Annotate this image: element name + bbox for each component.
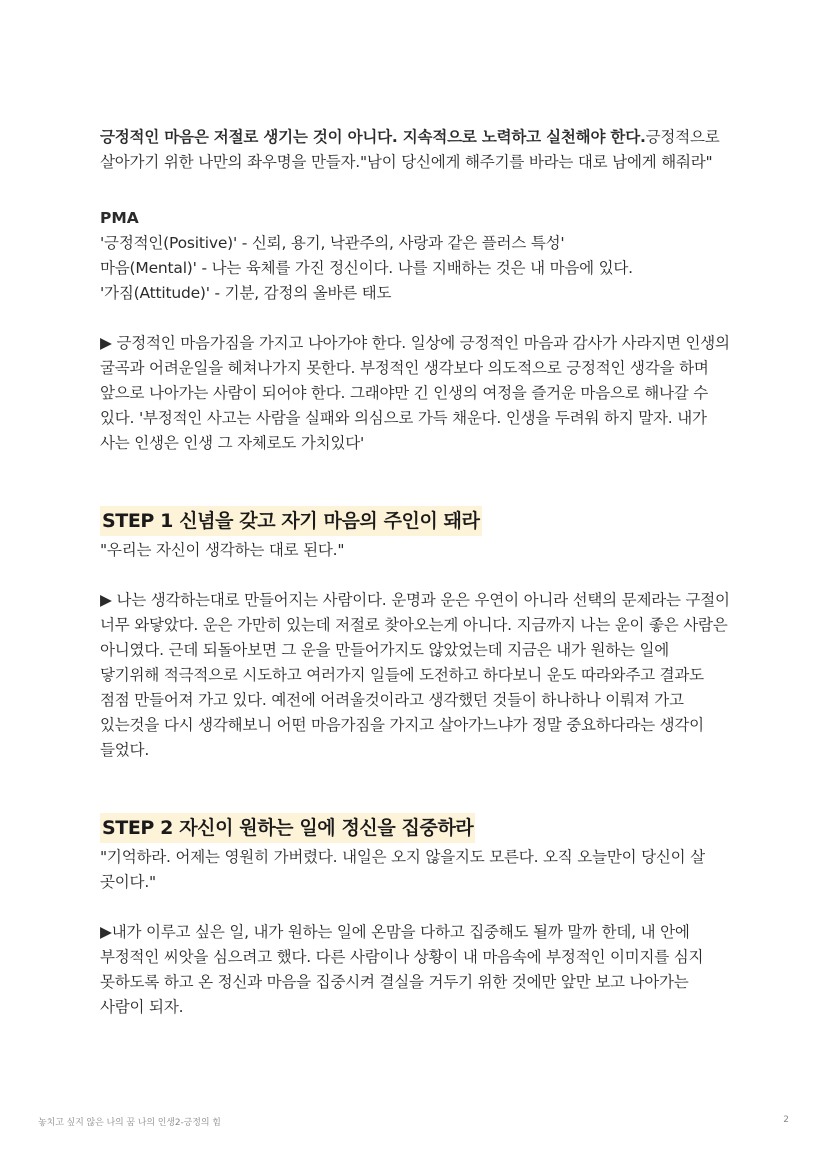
intro-rest-text: 긍정적으로 살아가기 위한 나만의 좌우명을 만들자."남이 당신에게 해주기를 바라는 대로 남에게 해줘라" [100, 128, 720, 171]
pma-line-positive: '긍정적인(Positive)' - 신뢰, 용기, 낙관주의, 사랑과 같은 플러스 특성' [100, 234, 565, 252]
pma-body-paragraph: ▶ 긍정적인 마음가짐을 가지고 나아가야 한다. 일상에 긍정적인 마음과 감사가 사라지면 인생의 굴곡과 어려운일을 헤쳐나가지 못한다. 부정적인 생각보다 의도적으로 긍정적인 생각을 하며 앞으로 나아가는 사람이 되어야 한다. 그래야만 긴 인생의 여정을 즐거운 마음으로 해나갈 수 있다. '부정적인 사고는 사람을 실패와 의심으로 가득 채운다. 인생을 두려워 하지 말자. 내가 사는 인생은 인생 그 자체로도 가치있다' [100, 334, 730, 452]
footer-page-number: 2 [783, 1115, 789, 1125]
step2-heading: STEP 2 자신이 원하는 일에 정신을 집중하라 [100, 813, 475, 843]
pma-line-attitude: '가짐(Attitude)' - 기분, 감정의 올바른 태도 [100, 284, 392, 302]
footer-document-title: 놓치고 싶지 않은 나의 꿈 나의 인생2-긍정의 힘 [38, 1118, 221, 1128]
step2-quote: "기억하라. 어제는 영원히 가버렸다. 내일은 오지 않을지도 모른다. 오직 오늘만이 당신이 살 곳이다." [100, 848, 705, 891]
spacer [100, 895, 730, 920]
step2-heading-wrap [100, 813, 730, 845]
step2-body-paragraph: ▶내가 이루고 싶은 일, 내가 원하는 일에 온맘을 다하고 집중해도 될까 말까 한데, 내 안에 부정적인 씨앗을 심으려고 했다. 다른 사람이나 상황이 내 마음속에 부정적인 이미지를 심지 못하도록 하고 온 정신과 마음을 집중시켜 결실을 거두기 위한 것에만 앞만 보고 나아가는 사람이 되자. [100, 923, 704, 1016]
spacer [100, 763, 730, 813]
spacer [100, 175, 730, 200]
step1-body-paragraph: ▶ 나는 생각하는대로 만들어지는 사람이다. 운명과 운은 우연이 아니라 선택의 문제라는 구절이 너무 와닿았다. 운은 가만히 있는데 저절로 찾아오는게 아니다. 지금까지 나는 운이 좋은 사람은 아니였다. 근데 되돌아보면 그 운을 만들어가지도 않았었는데 지금은 내가 원하는 일에 닿기위해 적극적으로 시도하고 여러가지 일들에 도전하고 하다보니 운도 따라와주고 결과도 점점 만들어져 가고 있다. 예전에 어려울것이라고 생각했던 것들이 하나하나 이뤄져 가고 있는것을 다시 생각해보니 어떤 마음가짐을 가지고 살아가느냐가 정말 중요하다라는 생각이 들었다. [100, 591, 730, 759]
step1-heading: STEP 1 신념을 갖고 자기 마음의 주인이 돼라 [100, 506, 482, 536]
pma-line-mental: 마음(Mental)' - 나는 육체를 가진 정신이다. 나를 지배하는 것은 내 마음에 있다. [100, 259, 633, 277]
pma-title: PMA [100, 209, 139, 227]
intro-paragraph [100, 125, 730, 175]
spacer [100, 563, 730, 588]
step1-quote: "우리는 자신이 생각하는 대로 된다." [100, 541, 345, 559]
spacer [100, 456, 730, 506]
intro-bold-text: 긍정적인 마음은 저절로 생기는 것이 아니다. 지속적으로 노력하고 실천해야 한다. [100, 128, 646, 146]
document-body [100, 125, 730, 1020]
step1-heading-wrap [100, 506, 730, 538]
spacer [100, 306, 730, 331]
